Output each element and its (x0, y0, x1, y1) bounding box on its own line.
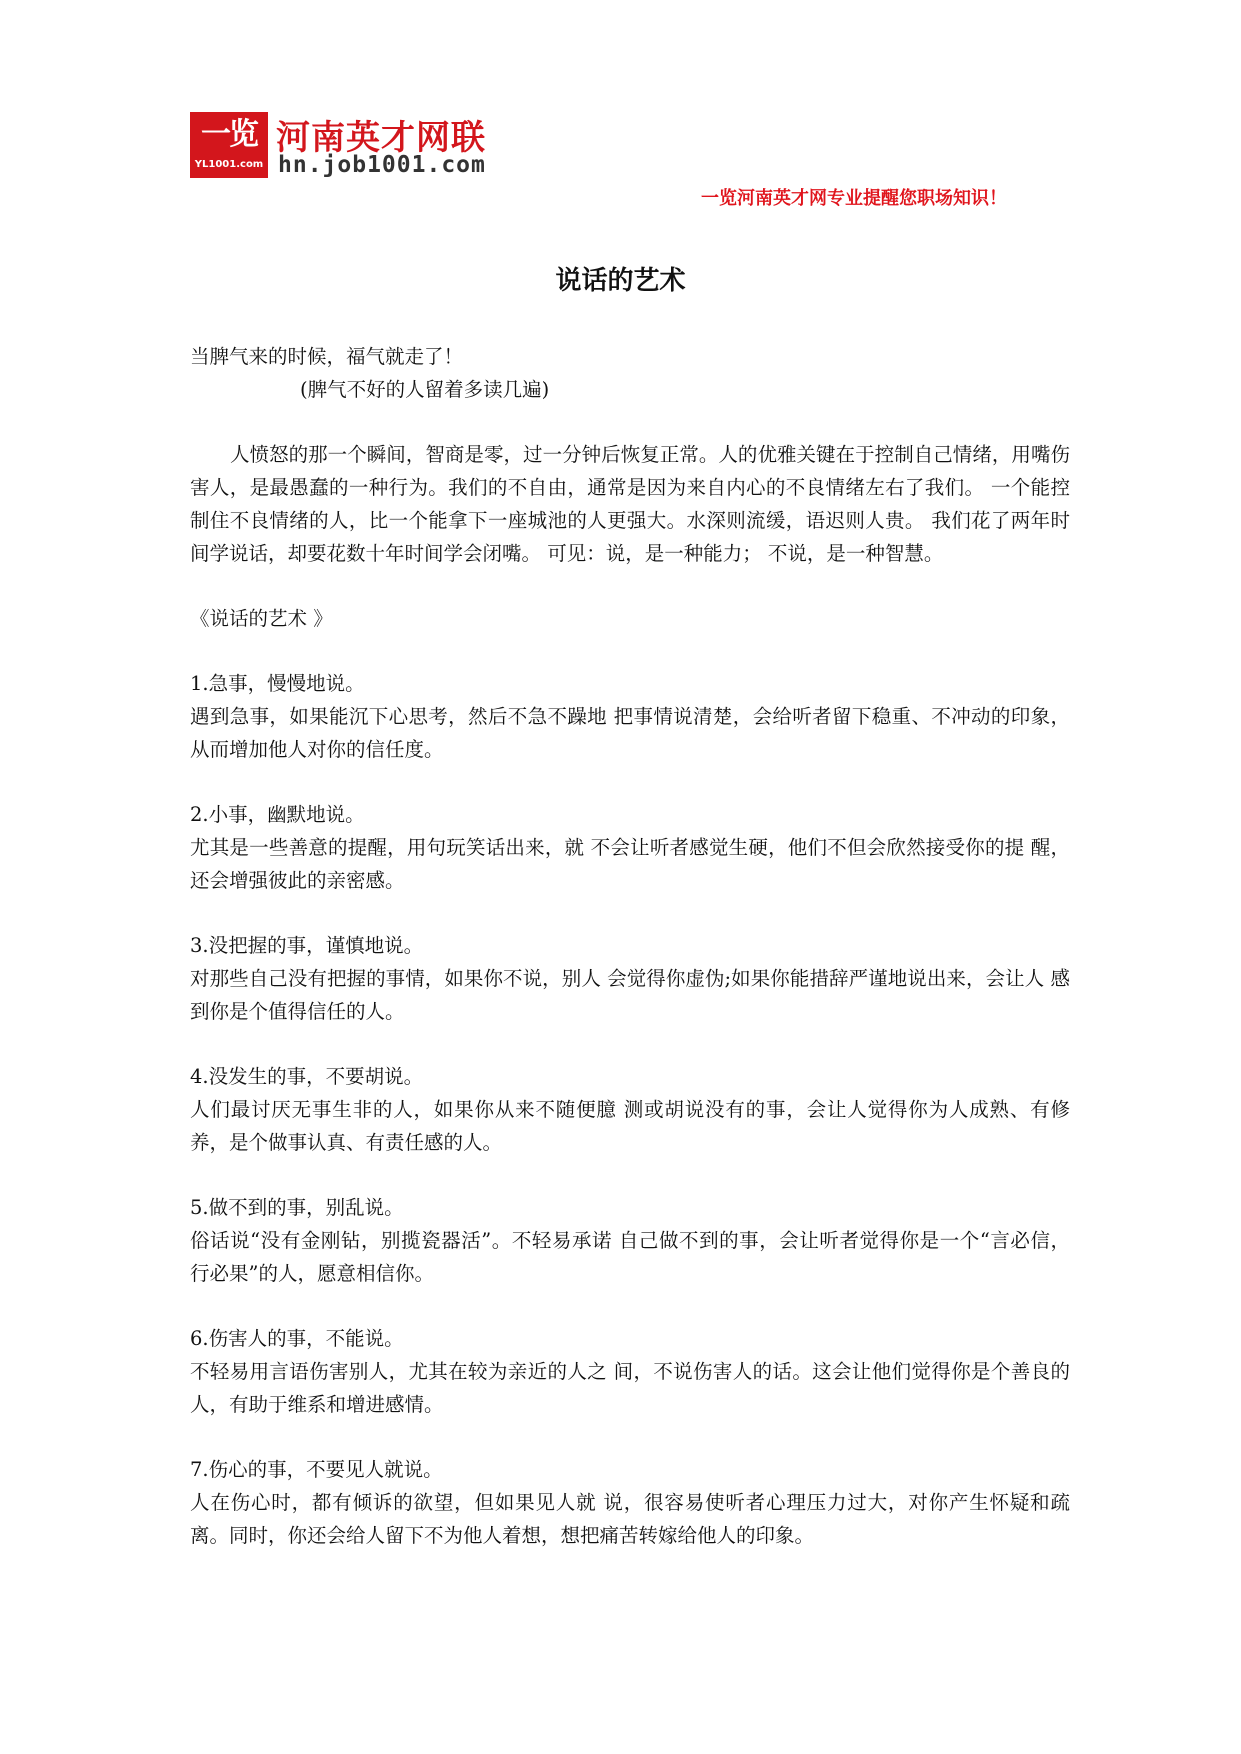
document-title: 说话的艺术 (555, 266, 686, 296)
section-heading: 4.没发生的事，不要胡说。 (190, 1065, 424, 1088)
section-body: 不轻易用言语伤害别人，尤其在较为亲近的人之 间，不说伤害人的话。这会让他们觉得你是个善良的 人，有助于维系和增进感情。 (190, 1360, 1070, 1416)
section-4 (190, 1060, 1070, 1159)
section-2 (190, 798, 1070, 897)
section-body: 对那些自己没有把握的事情，如果你不说，别人 会觉得你虚伪;如果你能措辞严谨地说出来，会让人 感到你是个值得信任的人。 (190, 967, 1070, 1023)
intro-line-1: 当脾气来的时候，福气就走了！ (190, 345, 464, 368)
section-heading: 7.伤心的事，不要见人就说。 (190, 1458, 443, 1481)
section-3 (190, 929, 1070, 1028)
site-logo (190, 112, 520, 182)
section-heading: 2.小事，幽默地说。 (190, 803, 365, 826)
header-tagline: 一览河南英才网专业提醒您职场知识！ (701, 188, 1007, 209)
intro-line-2: (脾气不好的人留着多读几遍) (300, 378, 550, 401)
section-body: 俗话说“没有金刚钻，别揽瓷器活”。不轻易承诺 自己做不到的事，会让听者觉得你是一个“言必信， 行必果”的人，愿意相信你。 (190, 1229, 1070, 1285)
intro-paragraph: 人愤怒的那一个瞬间，智商是零，过一分钟后恢复正常。人的优雅关键在于控制自己情绪，用嘴伤害人，是最愚蠢的一种行为。我们的不自由，通常是因为来自内心的不良情绪左右了我们。 一个能控制住不良情绪的人，比一个能拿下一座城池的人更强大。水深则流缓，语迟则人贵。 我们花了两年时间学说话，却要花数十年时间学会闭嘴。 可见：说，是一种能力； 不说，是一种智慧。 (190, 443, 1070, 565)
section-heading: 1.急事，慢慢地说。 (190, 672, 365, 695)
document-body (190, 340, 1070, 1552)
logo-badge-text: 一览 (201, 117, 257, 152)
section-1 (190, 667, 1070, 766)
logo-site-name: 河南英才网联 (276, 118, 486, 158)
subtitle: 《说话的艺术 》 (190, 607, 333, 630)
logo-badge-url: YL1001.com (194, 159, 264, 170)
section-7 (190, 1453, 1070, 1552)
section-body: 遇到急事，如果能沉下心思考，然后不急不躁地 把事情说清楚，会给听者留下稳重、不冲动的印象， 从而增加他人对你的信任度。 (190, 705, 1070, 761)
section-heading: 3.没把握的事，谨慎地说。 (190, 934, 424, 957)
logo-domain: hn.job1001.com (278, 152, 486, 178)
logo-badge (190, 112, 268, 178)
section-body: 人在伤心时，都有倾诉的欲望，但如果见人就 说，很容易使听者心理压力过大，对你产生怀疑和疏离。同时，你还会给人留下不为他人着想，想把痛苦转嫁给他人的印象。 (190, 1491, 1070, 1547)
section-heading: 5.做不到的事，别乱说。 (190, 1196, 404, 1219)
section-body: 人们最讨厌无事生非的人，如果你从来不随便臆 测或胡说没有的事，会让人觉得你为人成熟、有修 养，是个做事认真、有责任感的人。 (190, 1098, 1070, 1154)
section-5 (190, 1191, 1070, 1290)
section-6 (190, 1322, 1070, 1421)
section-heading: 6.伤害人的事，不能说。 (190, 1327, 404, 1350)
section-body: 尤其是一些善意的提醒，用句玩笑话出来，就 不会让听者感觉生硬，他们不但会欣然接受你的提 醒，还会增强彼此的亲密感。 (190, 836, 1070, 892)
